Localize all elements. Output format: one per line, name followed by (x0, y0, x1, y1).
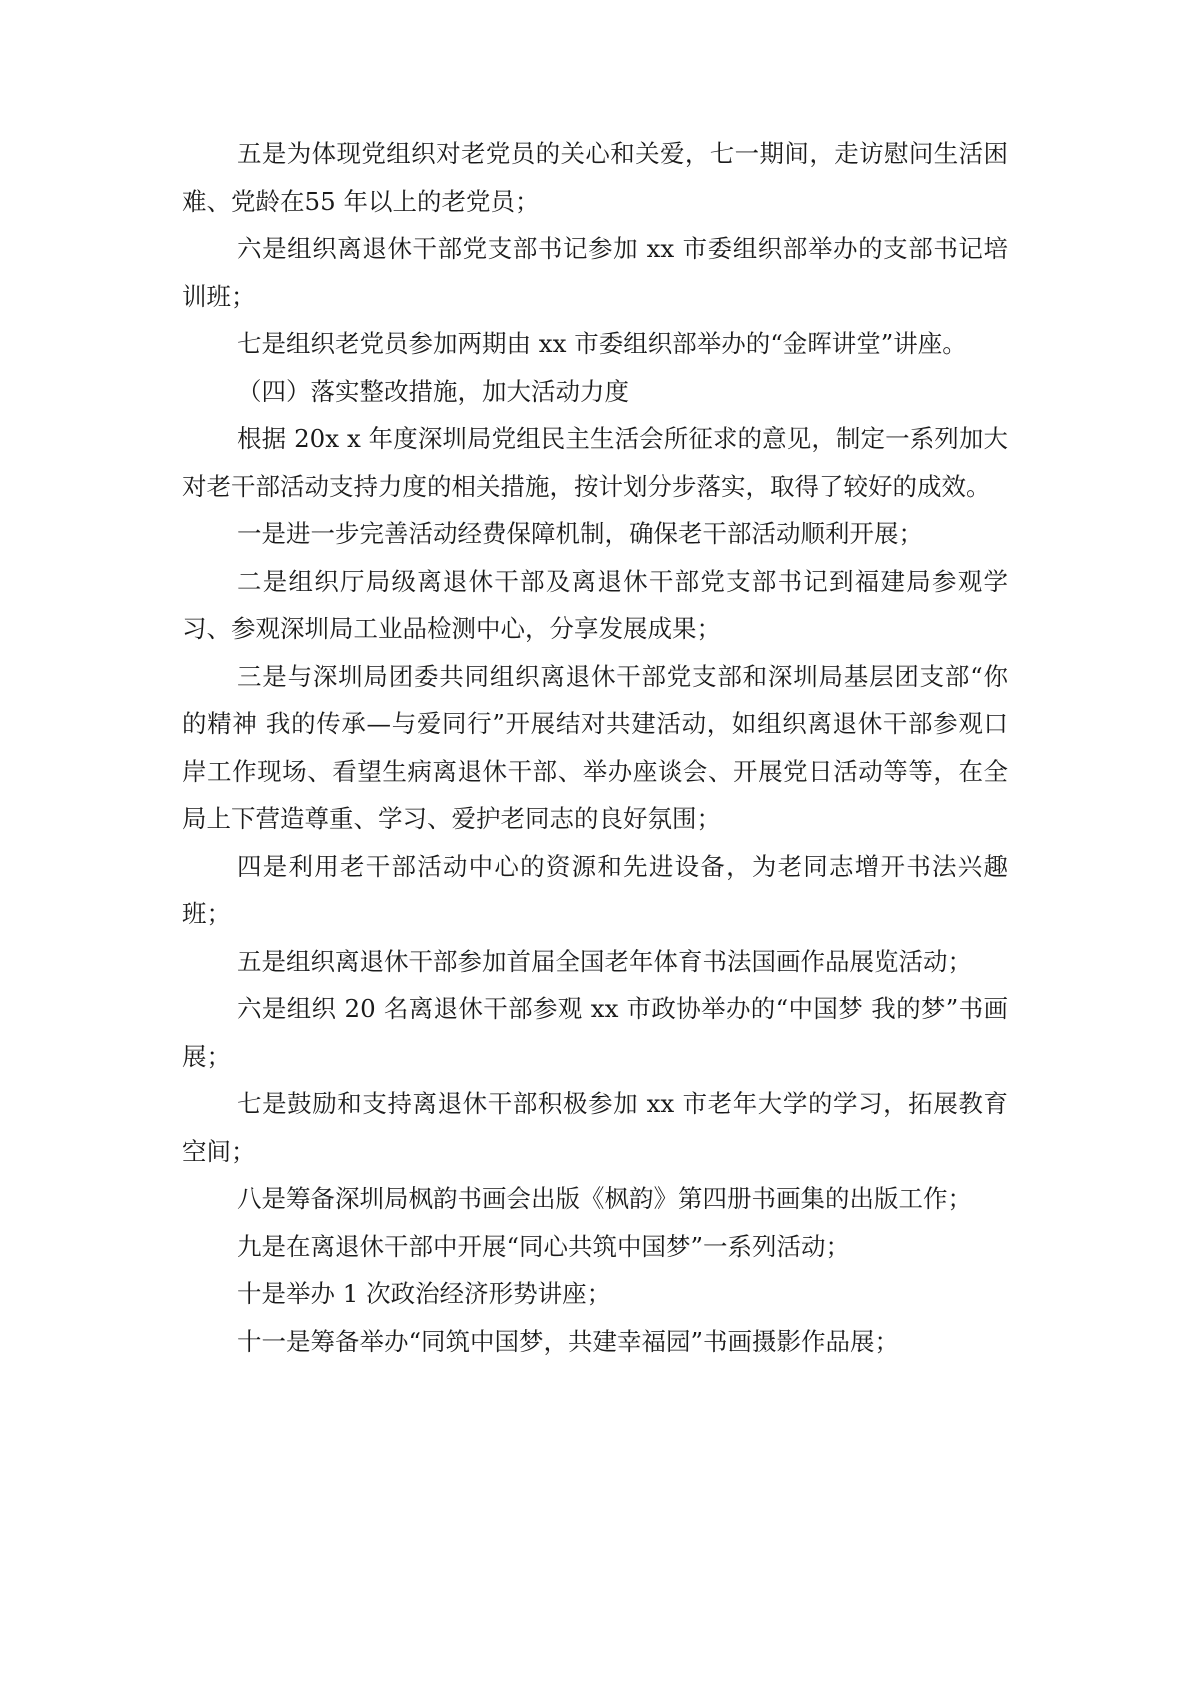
paragraph-item-6: 六是组织 20 名离退休干部参观 xx 市政协举办的“中国梦 我的梦”书画展； (182, 994, 1008, 1071)
paragraph-6-secretary-training: 六是组织离退休干部党支部书记参加 xx 市委组织部举办的支部书记培训班； (182, 234, 1008, 311)
paragraph-7-lecture: 七是组织老党员参加两期由 xx 市委组织部举办的“金晖讲堂”讲座。 (237, 329, 967, 358)
paragraph-item-2: 二是组织厅局级离退休干部及离退休干部党支部书记到福建局参观学习、参观深圳局工业品检测中心，分享发展成果； (182, 566, 1008, 643)
document-body (182, 130, 1008, 1365)
paragraph-intro: 根据 20x x 年度深圳局党组民主生活会所征求的意见，制定一系列加大对老干部活动支持力度的相关措施，按计划分步落实，取得了较好的成效。 (182, 424, 1008, 501)
paragraph-item-11: 十一是筹备举办“同筑中国梦，共建幸福园”书画摄影作品展； (237, 1326, 900, 1356)
paragraph-item-10: 十是举办 1 次政治经济形势讲座； (237, 1279, 612, 1308)
section-heading: （四）落实整改措施，加大活动力度 (237, 376, 629, 406)
paragraph-5-visit-veterans: 五是为体现党组织对老党员的关心和关爱，七一期间，走访慰问生活困难、党龄在55 年以上的老党员； (182, 139, 1008, 216)
paragraph-item-5: 五是组织离退休干部参加首届全国老年体育书法国画作品展览活动； (237, 946, 972, 976)
paragraph-item-1: 一是进一步完善活动经费保障机制，确保老干部活动顺利开展； (237, 519, 923, 548)
paragraph-item-9: 九是在离退休干部中开展“同心共筑中国梦”一系列活动； (237, 1231, 851, 1261)
paragraph-item-4: 四是利用老干部活动中心的资源和先进设备，为老同志增开书法兴趣班； (182, 851, 1008, 928)
paragraph-item-8: 八是筹备深圳局枫韵书画会出版《枫韵》第四册书画集的出版工作； (237, 1184, 972, 1213)
paragraph-item-7: 七是鼓励和支持离退休干部积极参加 xx 市老年大学的学习，拓展教育空间； (182, 1089, 1008, 1166)
paragraph-item-3: 三是与深圳局团委共同组织离退休干部党支部和深圳局基层团支部“你的精神 我的传承—与爱同行”开展结对共建活动，如组织离退休干部参观口岸工作现场、看望生病离退休干部、举办座谈会、开展党日活动等等，在全局上下营造尊重、学习、爱护老同志的良好氛围； (182, 661, 1008, 833)
